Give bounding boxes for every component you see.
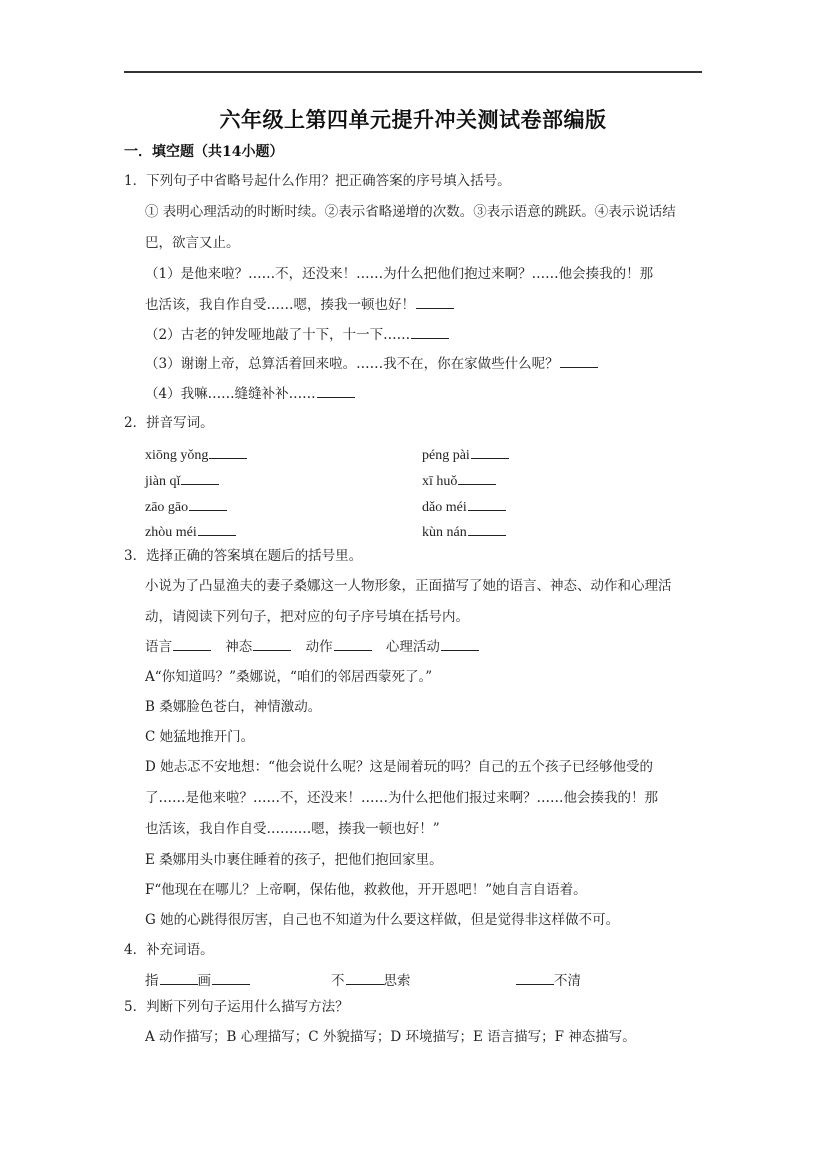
pinyin-text: dǎo méi xyxy=(422,500,467,515)
pinyin-item xyxy=(145,498,227,517)
sub-2-text: （2）古老的钟发哑地敲了十下，十一下…… xyxy=(145,327,411,343)
option-b: B 桑娜脸色苍白，神情激动。 xyxy=(145,699,322,715)
sub-3-text: （3）谢谢上帝，总算活着回来啦。……我不在，你在家做些什么呢？ xyxy=(145,356,559,372)
category-label: 神态 xyxy=(225,639,253,655)
idiom-char: 思索 xyxy=(383,973,411,989)
pinyin-text: xī huǒ xyxy=(422,474,458,489)
question-4-stem: 4．补充词语。 xyxy=(124,942,214,958)
answer-blank[interactable] xyxy=(468,523,506,536)
question-3-intro: 小说为了凸显渔夫的妻子桑娜这一人物形象，正面描写了她的语言、神态、动作和心理活 xyxy=(145,578,672,594)
page-title: 六年级上第四单元提升冲关测试卷部编版 xyxy=(219,107,607,132)
category-label: 动作 xyxy=(305,639,333,655)
option-f: F“他现在在哪儿？上帝啊，保佑他，救救他，开开恩吧！”她自言自语着。 xyxy=(145,882,587,898)
option-d-cont: 了……是他来啦？……不，还没来！……为什么把他们报过来啊？……他会揍我的！那 xyxy=(145,790,658,806)
answer-blank[interactable] xyxy=(560,355,598,368)
answer-blank[interactable] xyxy=(253,638,291,651)
answer-blank[interactable] xyxy=(181,472,219,485)
option-g: G 她的心跳得很厉害，自己也不知道为什么要这样做，但是觉得非这样做不可。 xyxy=(145,912,620,928)
idiom-char: 不清 xyxy=(554,973,581,989)
idiom-char: 指 xyxy=(145,973,159,989)
answer-blank[interactable] xyxy=(209,446,247,459)
category-label: 语言 xyxy=(145,639,172,655)
question-1-sub-4 xyxy=(145,385,355,403)
answer-blank[interactable] xyxy=(411,326,449,339)
question-1-sub-1: （1）是他来啦？……不，还没来！……为什么把他们抱过来啊？……他会揍我的！那 xyxy=(145,266,654,282)
answer-blank[interactable] xyxy=(441,638,479,651)
answer-blank[interactable] xyxy=(189,498,227,511)
pinyin-item xyxy=(145,446,247,465)
pinyin-item xyxy=(145,523,236,542)
idiom-3 xyxy=(515,972,581,990)
option-e: E 桑娜用头巾裹住睡着的孩子，把他们抱回家里。 xyxy=(145,852,443,868)
section-heading: 一．填空题（共14小题） xyxy=(124,144,284,160)
idiom-2 xyxy=(331,972,411,990)
pinyin-text: xiōng yǒng xyxy=(145,448,209,463)
question-1-sub-2 xyxy=(145,326,449,344)
idiom-char: 画 xyxy=(197,973,211,989)
pinyin-text: péng pài xyxy=(422,448,470,463)
idiom-1 xyxy=(145,972,250,990)
answer-blank[interactable] xyxy=(317,385,355,398)
option-d-cont-2: 也活该，我自作自受…….…嗯，揍我一顿也好！” xyxy=(145,821,440,837)
question-5-stem: 5．判断下列句子运用什么描写方法？ xyxy=(124,999,349,1015)
pinyin-text: zhòu méi xyxy=(145,525,197,540)
pinyin-text: zāo gāo xyxy=(145,500,189,515)
question-3-categories xyxy=(145,638,479,656)
answer-blank[interactable] xyxy=(416,296,454,309)
category-label: 心理活动 xyxy=(385,639,440,655)
answer-blank[interactable] xyxy=(334,638,372,651)
question-1-sub-1-cont xyxy=(145,296,454,314)
question-1-sub-3 xyxy=(145,355,598,373)
option-a: A“你知道吗？”桑娜说，“咱们的邻居西蒙死了。” xyxy=(145,669,433,685)
question-2-stem: 2．拼音写词。 xyxy=(124,415,214,431)
answer-blank[interactable] xyxy=(173,638,211,651)
question-5-options: A 动作描写；B 心理描写；C 外貌描写；D 环境描写；E 语言描写；F 神态描写。 xyxy=(145,1029,636,1045)
answer-blank[interactable] xyxy=(346,972,384,985)
answer-blank[interactable] xyxy=(468,498,506,511)
pinyin-item xyxy=(422,498,506,517)
answer-blank[interactable] xyxy=(471,446,509,459)
pinyin-text: jiàn qǐ xyxy=(145,474,181,489)
pinyin-item xyxy=(145,472,219,491)
answer-blank[interactable] xyxy=(160,972,198,985)
answer-blank[interactable] xyxy=(212,972,250,985)
pinyin-item xyxy=(422,446,509,465)
question-3-intro-cont: 动，请阅读下列句子，把对应的句子序号填在括号内。 xyxy=(145,609,469,625)
answer-blank[interactable] xyxy=(516,972,554,985)
question-1-options-cont: 巴，欲言又止。 xyxy=(145,235,240,251)
pinyin-item xyxy=(422,472,496,491)
sub-4-text: （4）我嘛……缝缝补补…… xyxy=(145,386,316,402)
header-rule xyxy=(124,71,702,73)
pinyin-item xyxy=(422,523,506,542)
pinyin-text: kùn nán xyxy=(422,525,467,540)
sub-1-text: 也活该，我自作自受……嗯，揍我一顿也好！ xyxy=(145,297,415,313)
idiom-char: 不 xyxy=(331,973,345,989)
question-3-stem: 3．选择正确的答案填在题后的括号里。 xyxy=(124,548,363,564)
question-1-options: ① 表明心理活动的时断时续。②表示省略递增的次数。③表示语意的跳跃。④表示说话结 xyxy=(145,204,676,220)
answer-blank[interactable] xyxy=(458,472,496,485)
answer-blank[interactable] xyxy=(198,523,236,536)
option-c: C 她猛地推开门。 xyxy=(145,729,255,745)
question-1-stem: 1．下列句子中省略号起什么作用？把正确答案的序号填入括号。 xyxy=(124,173,511,189)
option-d: D 她忐忑不安地想：“他会说什么呢？这是闹着玩的吗？自己的五个孩子已经够他受的 xyxy=(145,759,654,775)
